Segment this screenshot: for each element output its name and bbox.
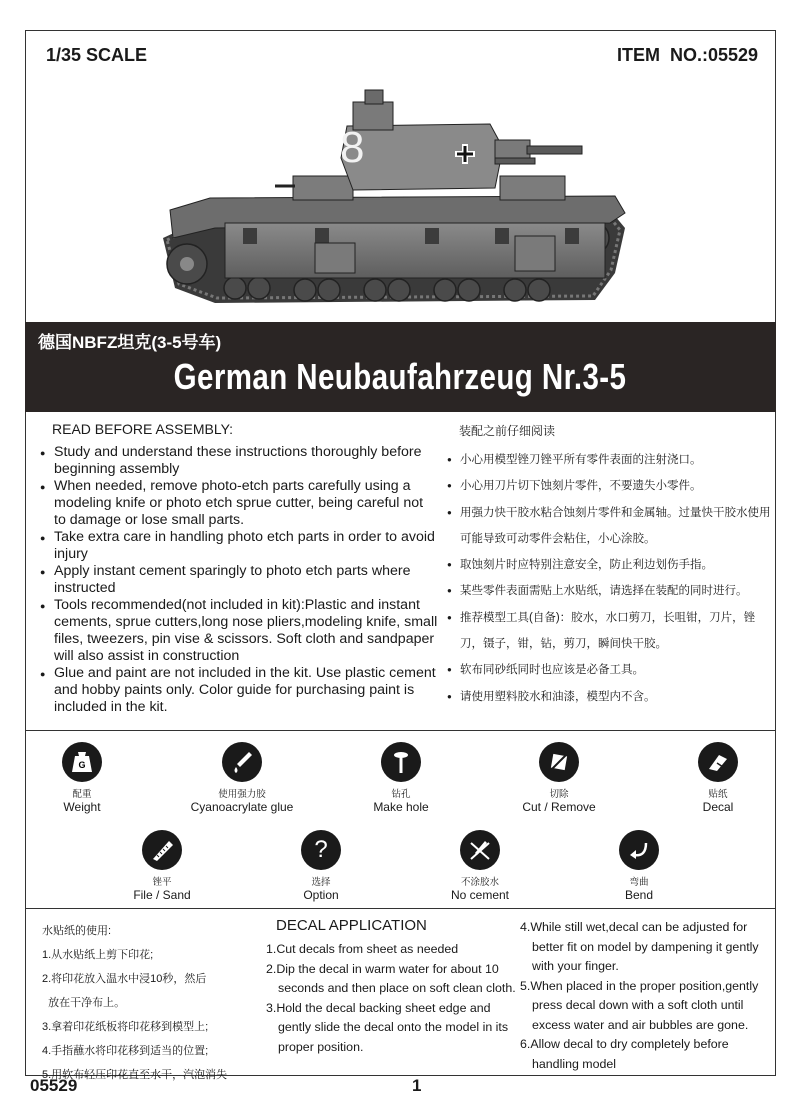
decal-steps-left (266, 940, 518, 1057)
list-item: ● 软布同砂纸同时也应该是必备工具。 (447, 657, 777, 683)
list-item: ● Apply instant cement sparingly to photo etch parts where instructed (38, 563, 438, 597)
decal-step: 1.Cut decals from sheet as needed (266, 942, 459, 956)
tank-turret-number: 8 (340, 123, 365, 172)
option-icon (301, 830, 341, 870)
symbol-label-en: No cement (450, 888, 510, 902)
decal-cn-line: 1.从水贴纸上剪下印花; (42, 949, 154, 961)
decal-cn-line: 2.将印花放入温水中浸10秒，然后 (42, 973, 207, 985)
page-number: 1 (412, 1076, 422, 1095)
decal-step: 2.Dip the decal in warm water for about 10 seconds and then place on soft clean cloth. (266, 961, 516, 995)
footer-item-number: 05529 (30, 1076, 78, 1095)
decal-instructions-cn (42, 919, 227, 1087)
decal-cn-line: 3.拿着印花纸板将印花移到模型上; (42, 1021, 209, 1033)
symbol-bend (579, 830, 699, 902)
decal-application-heading: DECAL APPLICATION (276, 917, 427, 934)
symbol-weight (22, 742, 142, 814)
weight-icon (62, 742, 102, 782)
read-before-heading: READ BEFORE ASSEMBLY: (52, 421, 234, 437)
symbol-label-cn: 使用强力胶 (218, 789, 266, 800)
symbol-label-cn: 钻孔 (391, 789, 411, 800)
symbol-label-en: Option (303, 888, 339, 902)
symbol-label-en: File / Sand (133, 888, 191, 902)
scale-label: 1/35 SCALE (46, 45, 148, 65)
symbol-label-cn: 选择 (311, 877, 331, 888)
list-item: ● 请使用塑料胶水和油漆，模型内不含。 (447, 684, 777, 710)
title-english: German Neubaufahrzeug Nr.3-5 (173, 356, 627, 397)
option-glyph: ? (314, 836, 328, 863)
file-icon (142, 830, 182, 870)
glue-icon (222, 742, 262, 782)
bend-icon (619, 830, 659, 870)
cut-icon (539, 742, 579, 782)
item-number: ITEM NO.:05529 (616, 45, 758, 65)
tank-illustration (155, 88, 640, 323)
list-item: ● Tools recommended(not included in kit):Plastic and instant cements, sprue cutters,long nose pliers,modeling knife, small files, tweezers, pin vise & scissors. Soft cloth and sandpaper will also assist in construction (38, 597, 438, 665)
list-item: ● 推荐模型工具(自备)：胶水，水口剪刀，长咀钳，刀片，锉刀，镊子，钳，钻，剪刀，瞬间快干胶。 (447, 605, 777, 658)
list-item: ● 小心用模型锉刀锉平所有零件表面的注射浇口。 (447, 447, 777, 473)
symbol-label-en: Bend (624, 888, 654, 902)
list-item: ● 取蚀刻片时应特别注意安全，防止利边划伤手指。 (447, 552, 777, 578)
list-item: ● 小心用刀片切下蚀刻片零件，不要遗失小零件。 (447, 473, 777, 499)
divider (25, 730, 776, 731)
decal-step: 5.When placed in the proper position,gently press decal down with a soft cloth until excess water and air bubbles are gone. (520, 978, 759, 1032)
decal-step: 3.Hold the decal backing sheet edge and gently slide the decal onto the model in its proper position. (266, 1000, 509, 1054)
symbol-label-cn: 弯曲 (629, 877, 649, 888)
drill-icon (381, 742, 421, 782)
decal-cn-line: 5.用软布轻压印花直至水干，汽泡消失 (42, 1069, 228, 1081)
read-before-list (38, 444, 438, 716)
decal-cn-heading: 水贴纸的使用: (42, 925, 112, 937)
symbol-label-cn: 锉平 (152, 877, 172, 888)
symbol-drill (341, 742, 461, 814)
list-item: ● 用强力快干胶水粘合蚀刻片零件和金属轴。过量快干胶水使用可能导致可动零件会粘住，小心涂胶。 (447, 500, 777, 553)
list-item: ● Study and understand these instructions thoroughly before beginning assembly (38, 444, 438, 478)
symbol-label-cn: 切除 (549, 789, 569, 800)
symbol-glue (182, 742, 302, 814)
symbol-label-cn: 贴纸 (708, 789, 728, 800)
list-item: ● Glue and paint are not included in the kit. Use plastic cement and hobby paints only. Color guide for purchasing paint is included in the kit. (38, 665, 438, 716)
decal-step: 4.While still wet,decal can be adjusted for better fit on model by dampening it gently with your finger. (520, 920, 759, 973)
symbol-label-en: Make hole (373, 800, 429, 814)
list-item: ● 某些零件表面需贴上水贴纸，请选择在装配的同时进行。 (447, 578, 777, 604)
title-chinese: 德国NBFZ坦克(3-5号车) (38, 333, 222, 352)
decal-steps-right (520, 918, 772, 1074)
symbol-label-en: Weight (63, 800, 101, 814)
decal-step: 6.Allow decal to dry completely before handling model (520, 1037, 729, 1071)
read-before-cn-heading: 装配之前仔细阅读 (459, 424, 556, 438)
symbol-label-cn: 配重 (72, 789, 92, 800)
weight-letter: G (78, 760, 86, 770)
symbol-label-en: Cyanoacrylate glue (190, 800, 294, 814)
symbol-no-cement (420, 830, 540, 902)
decal-cn-line: 放在干净布上。 (42, 997, 126, 1009)
symbol-label-cn: 不涂胶水 (460, 877, 499, 888)
symbol-label-en: Decal (702, 800, 734, 814)
symbol-decal (658, 742, 778, 814)
symbol-file (102, 830, 222, 902)
symbol-label-en: Cut / Remove (522, 800, 596, 814)
decal-icon (698, 742, 738, 782)
list-item: ● Take extra care in handling photo etch parts in order to avoid injury (38, 529, 438, 563)
list-item: ● When needed, remove photo-etch parts carefully using a modeling knife or photo etch sprue cutter, being careful not to damage or lose small parts. (38, 478, 438, 529)
no-cement-icon (460, 830, 500, 870)
symbol-option (261, 830, 381, 902)
read-before-cn-list (447, 447, 777, 710)
decal-cn-line: 4.手指蘸水将印花移到适当的位置; (42, 1045, 209, 1057)
divider (25, 908, 776, 909)
symbol-cut (499, 742, 619, 814)
